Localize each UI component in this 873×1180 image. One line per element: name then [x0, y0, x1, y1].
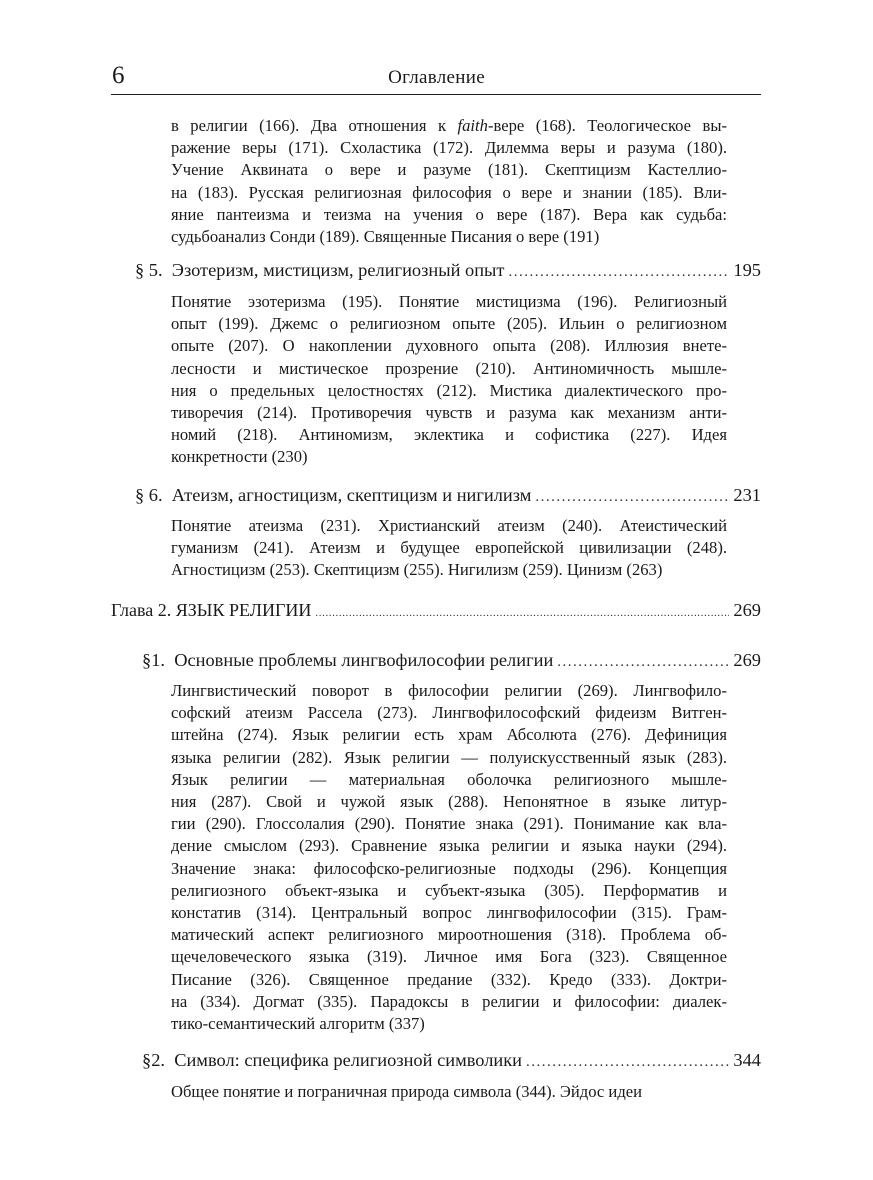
entry-title: Эзотеризм, мистицизм, религиозный опыт — [171, 260, 505, 280]
toc-description-block — [171, 115, 727, 248]
toc-description-line: Понятие эзотеризма (195). Понятие мистицизма (196). Религиозный — [171, 292, 727, 311]
entry-title: Символ: специфика религиозной символики — [174, 1050, 523, 1070]
toc-description-line: в религии (166). Два отношения к faith-вере (168). Теологическое вы- — [171, 116, 727, 135]
entry-label: § 5. — [135, 260, 163, 280]
toc-description-line: матический аспект религиозного мироотношения (318). Проблема об- — [171, 925, 727, 945]
toc-description-line: Значение знака: философско-религиозные подходы (296). Концепция — [171, 858, 727, 878]
toc-description-line: тиворечия (214). Противоречия чувств и разума как механизм анти- — [171, 403, 727, 423]
toc-entry-section-6[interactable] — [135, 485, 761, 506]
running-header-title: Оглавление — [388, 67, 485, 88]
toc-description-line: номий (218). Антиномизм, эклектика и софистика (227). Идея — [171, 425, 727, 445]
toc-description-line: яние пантеизма и теизма на учения о вере (187). Вера как судьба: — [171, 204, 727, 224]
entry-page-number: 269 — [733, 600, 761, 620]
entry-page-number: 269 — [733, 650, 761, 670]
toc-description-line: конкретности (230) — [171, 447, 308, 467]
toc-description-block — [171, 680, 727, 1035]
toc-description-line: штейна (274). Язык религии есть храм Абсолюта (276). Дефиниция — [171, 725, 727, 745]
toc-entry-section-5[interactable] — [135, 260, 761, 281]
toc-description-line: религиозного объект-языка и субъект-языка (305). Перформатив и — [171, 880, 727, 900]
toc-description-line: ния (287). Свой и чужой язык (288). Непонятное в языке литур- — [171, 792, 727, 812]
toc-description-line: Общее понятие и пограничная природа символа (344). Эйдос идеи — [171, 1082, 643, 1101]
entry-title: Атеизм, агностицизм, скептицизм и нигилизм — [171, 485, 532, 505]
toc-description-line: Писание (326). Священное предание (332). Кредо (333). Доктри- — [171, 969, 727, 989]
toc-description-line: опыте (207). О накоплении духовного опыта (208). Иллюзия внете- — [171, 336, 727, 356]
toc-description-line: Язык религии — материальная оболочка религиозного мышле- — [171, 769, 727, 789]
toc-description-line: языка религии (282). Язык религии — полуискусственный язык (283). — [171, 747, 727, 767]
toc-description-block — [171, 1081, 727, 1103]
toc-description-block — [171, 291, 727, 469]
toc-entry-chapter-2[interactable] — [111, 600, 761, 621]
toc-description-line: ражение веры (171). Схоластика (172). Дилемма веры и разума (180). — [171, 138, 727, 158]
page-number: 6 — [112, 62, 125, 89]
toc-description-line: Агностицизм (253). Скептицизм (255). Нигилизм (259). Цинизм (263) — [171, 560, 663, 580]
toc-description-line: Лингвистический поворот в философии религии (269). Лингвофило- — [171, 681, 727, 700]
toc-description-line: дение смыслом (293). Сравнение языка религии и языка науки (294). — [171, 836, 727, 856]
leader-dots — [315, 607, 729, 619]
toc-description-line: гии (290). Глоссолалия (290). Понятие знака (291). Понимание как вла- — [171, 814, 727, 834]
entry-label: § 6. — [135, 485, 163, 505]
toc-description-line: Учение Аквината о вере и разуме (181). Скептицизм Кастеллио- — [171, 160, 727, 180]
entry-page-number: 195 — [733, 260, 761, 280]
toc-description-line: щечеловеческого языка (319). Личное имя Бога (323). Священное — [171, 947, 727, 967]
entry-label: §2. — [142, 1050, 165, 1070]
toc-description-line: опыт (199). Джемс о религиозном опыте (205). Ильин о религиозном — [171, 314, 727, 334]
toc-description-line: лесности и мистическое прозрение (210). Антиномичность мышле- — [171, 358, 727, 378]
entry-title: ЯЗЫК РЕЛИГИИ — [175, 600, 312, 620]
leader-dots — [557, 654, 729, 671]
toc-description-line: на (334). Догмат (335). Парадоксы в религии и философии: диалек- — [171, 991, 727, 1011]
toc-description-block — [171, 515, 727, 582]
toc-entry-section-1[interactable] — [142, 650, 761, 671]
entry-label: Глава 2. — [111, 600, 172, 620]
toc-description-line: тико-семантический алгоритм (337) — [171, 1014, 425, 1034]
toc-description-line: гуманизм (241). Атеизм и будущее европейской цивилизации (248). — [171, 538, 727, 558]
entry-page-number: 344 — [733, 1050, 761, 1070]
entry-label: §1. — [142, 650, 165, 670]
entry-title: Основные проблемы лингвофилософии религии — [174, 650, 554, 670]
toc-description-line: Понятие атеизма (231). Христианский атеизм (240). Атеистический — [171, 516, 727, 535]
leader-dots — [526, 1054, 729, 1071]
header-rule — [111, 94, 761, 95]
toc-description-line: судьбоанализ Сонди (189). Священные Писания о вере (191) — [171, 227, 600, 247]
toc-description-line: на (183). Русская религиозная философия о вере и знании (185). Вли- — [171, 182, 727, 202]
leader-dots — [508, 264, 729, 281]
toc-entry-section-2[interactable] — [142, 1050, 761, 1071]
leader-dots — [535, 489, 729, 506]
entry-page-number: 231 — [733, 485, 761, 505]
toc-description-line: ния о предельных целостностях (212). Мистика диалектического про- — [171, 380, 727, 400]
toc-description-line: софский атеизм Рассела (273). Лингвофилософский фидеизм Витген- — [171, 703, 727, 723]
toc-description-line: констатив (314). Центральный вопрос лингвофилософии (315). Грам- — [171, 903, 727, 923]
